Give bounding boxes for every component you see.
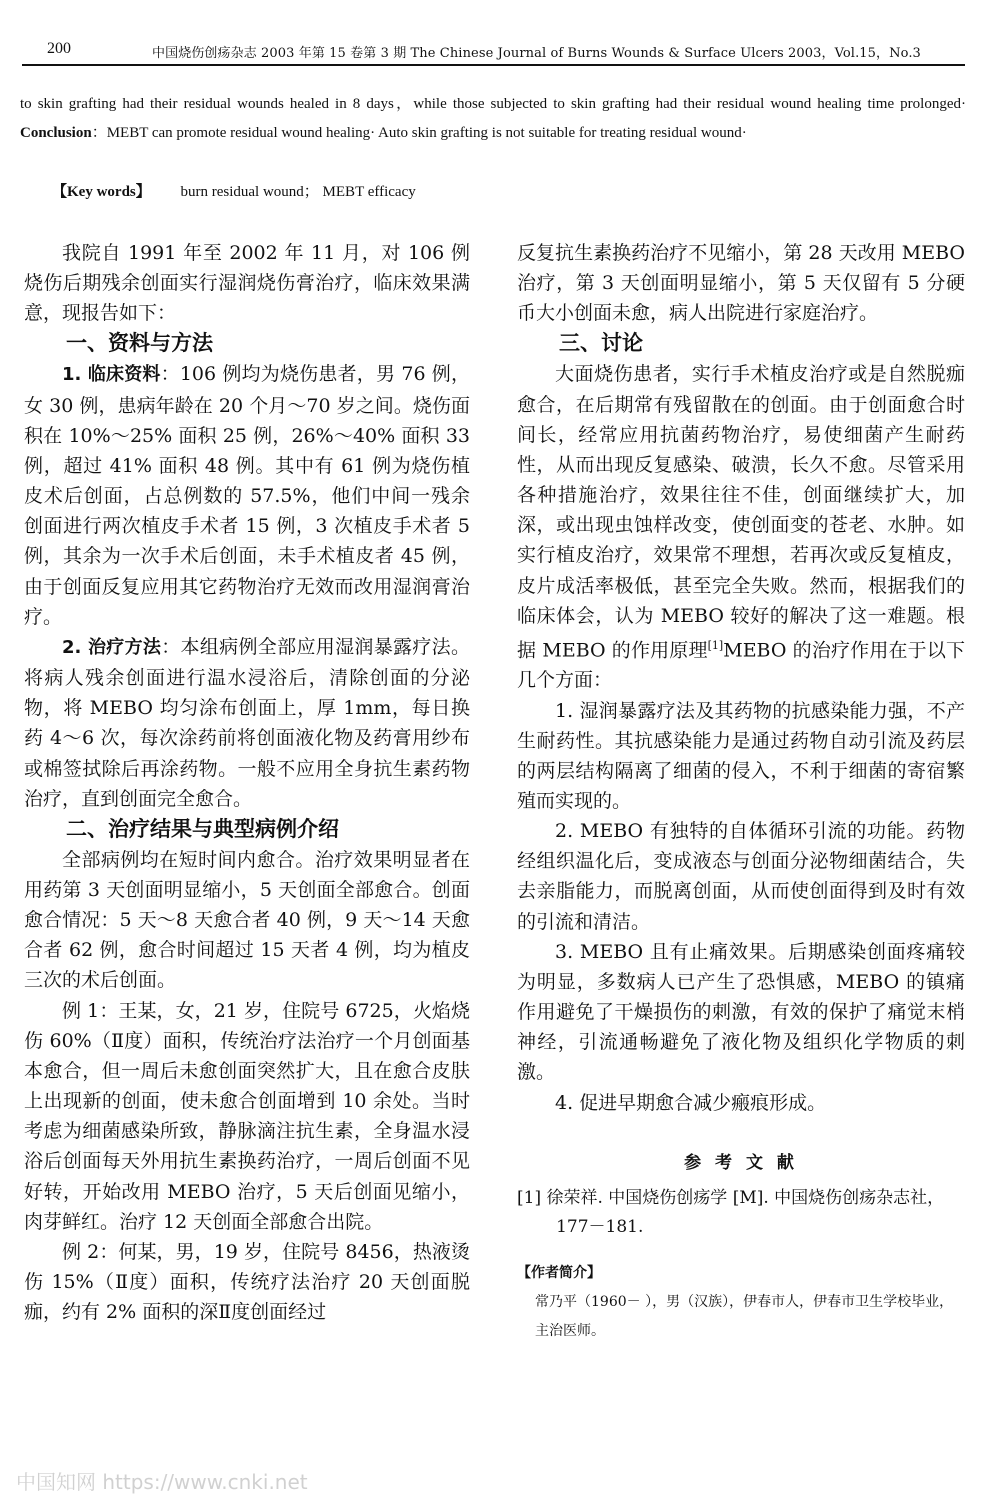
running-header — [22, 38, 965, 66]
case-1-paragraph: 例 1：王某，女，21 岁，住院号 6725，火焰烧伤 60%（Ⅱ度）面积，传统治疗法治疗一个月创面基本愈合，但一周后未愈创面突然扩大，且在愈合皮肤上出现新的创面，使未愈合创面增到 10 余处。当时考虑为细菌感染所致，静脉滴注抗生素，全身温水浸浴后创面每天外用抗生素换药治疗，一周后创面不见好转，开始改用 MEBO 治疗，5 天后创面见缩小，肉芽鲜红。治疗 12 天创面全部愈合出院。 — [24, 999, 470, 1233]
abstract-text-1: to skin grafting had their residual wounds healed in 8 days，while those subjected to skin grafting had their residual wound healing time prolonged· — [20, 96, 966, 112]
english-abstract — [20, 90, 966, 148]
keywords — [52, 180, 416, 201]
discussion-paragraph — [517, 359, 965, 695]
left-column — [24, 238, 470, 1327]
case-2-paragraph: 例 2：何某，男，19 岁，住院号 8456，热液烫伤 15%（Ⅱ度）面积，传统疗法治疗 20 天创面脱痂，约有 2% 面积的深Ⅱ度创面经过 — [24, 1240, 470, 1324]
treatment-method-text: ：本组病例全部应用湿润暴露疗法。将病人残余创面进行温水浸浴后，清除创面的分泌物，将 MEBO 均匀涂布创面上，厚 1mm，每日换药 4～6 次，每次涂药前将创面液化物及药膏用纱布或棉签拭除后再涂药物。一般不应用全身抗生素药物治疗，直到创面完全愈合。 — [24, 635, 470, 810]
point-1: 1. 湿润暴露疗法及其药物的抗感染能力强，不产生耐药性。其抗感染能力是通过药物自动引流及药层的两层结构隔离了细菌的侵入，不利于细菌的寄宿繁殖而实现的。 — [517, 699, 965, 812]
treatment-paragraph — [24, 632, 470, 814]
discussion-text-a: 大面烧伤患者，实行手术植皮治疗或是自然脱痂愈合，在后期常有残留散在的创面。由于创面愈合时间长，经常应用抗菌药物治疗，易使细菌产生耐药性，从而出现反复感染、破溃，长久不愈。尽管采用各种措施治疗，效果往往不佳，创面继续扩大，加深，或出现虫蚀样改变，使创面变的苍老、水肿。如实行植皮治疗，效果常不理想，若再次或反复植皮，皮片成活率极低，甚至完全失败。然而，根据我们的临床体会，认为 MEBO 较好的解决了这一难题。根据 MEBO 的作用原理 — [517, 363, 965, 662]
point-3: 3. MEBO 且有止痛效果。后期感染创面疼痛较为明显，多数病人已产生了恐惧感，MEBO 的镇痛作用避免了干燥损伤的刺激，有效的保护了痛觉末梢神经，引流通畅避免了液化物及组织化学物质的刺激。 — [517, 940, 965, 1084]
author-info-label: 【作者简介】 — [517, 1264, 601, 1281]
section-heading-1: 一、资料与方法 — [66, 331, 213, 356]
discussion-text-b: MEBO 的治疗作用在于以下几个方面： — [517, 639, 965, 692]
clinical-data-text: ：106 例均为烧伤患者，男 76 例，女 30 例，患病年龄在 20 个月～70 岁之间。烧伤面积在 10%～25% 面积 25 例，26%～40% 面积 33 例，超过 41% 面积 48 例。其中有 61 例为烧伤植皮术后创面，占总例数的 57.5%，他们中间一残余创面进行两次植皮手术者 15 例，3 次植皮手术者 5 例，其余为一次手术后创面，未手术植皮者 45 例，由于创面反复应用其它药物治疗无效而改用湿润膏治疗。 — [24, 363, 470, 628]
treatment-method-label: 2. 治疗方法 — [62, 636, 162, 658]
section-heading-3: 三、讨论 — [559, 331, 643, 356]
abstract-text-2: ：MEBT can promote residual wound healing· Auto skin grafting is not suitable for treating residual wound· — [91, 125, 747, 141]
references-heading: 参 考 文 献 — [684, 1152, 798, 1173]
author-info: 常乃平（1960－ ），男（汉族），伊春市人，伊春市卫生学校毕业，主治医师。 — [535, 1294, 954, 1340]
clinical-data-label: 1. 临床资料 — [62, 364, 161, 386]
materials-paragraph — [24, 359, 470, 631]
point-2: 2. MEBO 有独特的自体循环引流的功能。药物经组织温化后，变成液态与创面分泌物细菌结合，失去亲脂能力，而脱离创面，从而使创面得到及时有效的引流和清洁。 — [517, 820, 965, 933]
citation-ref: [1] — [707, 638, 724, 652]
point-4: 4. 促进早期愈合减少瘢痕形成。 — [555, 1091, 827, 1114]
section-heading-2: 二、治疗结果与典型病例介绍 — [66, 816, 339, 841]
running-title: 中国烧伤创疡杂志 2003 年第 15 卷第 3 期 The Chinese Journal of Burns Wounds & Surface Ulcers 2003，Vol.15，No.3 — [152, 46, 921, 61]
keywords-text: burn residual wound； MEBT efficacy — [180, 184, 416, 200]
conclusion-label: Conclusion — [20, 125, 92, 141]
reference-1: [1] 徐荣祥. 中国烧伤创疡学 [M]. 中国烧伤创疡杂志社，177－181. — [517, 1187, 945, 1237]
results-paragraph: 全部病例均在短时间内愈合。治疗效果明显者在用药第 3 天创面明显缩小，5 天创面全部愈合。创面愈合情况：5 天～8 天愈合者 40 例，9 天～14 天愈合者 62 例，愈合时间超过 15 天者 4 例，均为植皮三次的术后创面。 — [24, 848, 470, 992]
case-2-continued: 反复抗生素换药治疗不见缩小，第 28 天改用 MEBO 治疗，第 3 天创面明显缩小，第 5 天仅留有 5 分硬币大小创面未愈，病人出院进行家庭治疗。 — [517, 242, 965, 325]
page-number: 200 — [47, 40, 71, 57]
keywords-label: 【Key words】 — [52, 184, 151, 200]
cnki-watermark: 中国知网 https://www.cnki.net — [16, 1470, 308, 1494]
right-column — [517, 238, 965, 1346]
intro-paragraph: 我院自 1991 年至 2002 年 11 月，对 106 例烧伤后期残余创面实行湿润烧伤膏治疗，临床效果满意，现报告如下： — [24, 242, 470, 325]
